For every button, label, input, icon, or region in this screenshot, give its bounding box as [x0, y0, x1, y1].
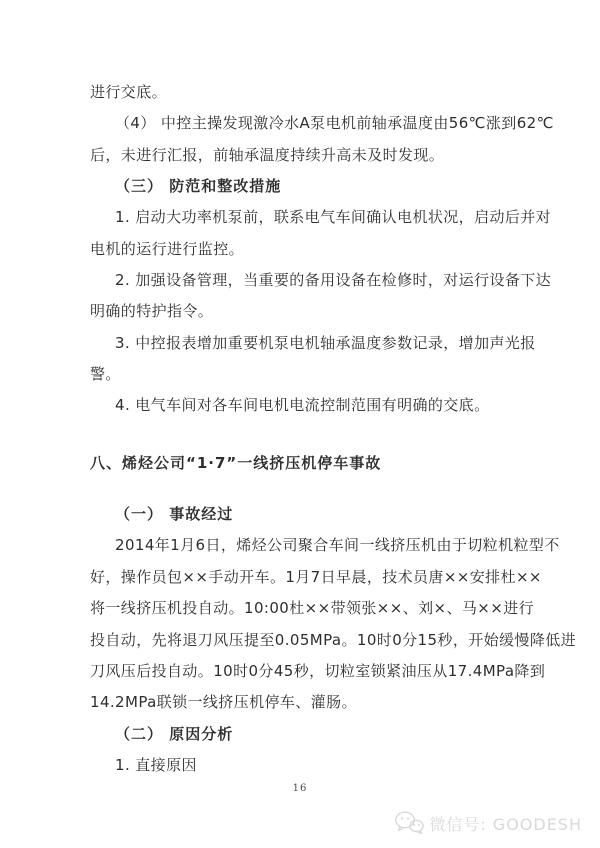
text-line: 投自动，先将退刀风压提至0.05MPa。10时0分15秒，开始缓慢降低进 [90, 630, 577, 649]
text-line: 将一线挤压机投自动。10:00杜××带领张××、刘×、马××进行 [90, 599, 535, 618]
text-line: 电机的运行进行监控。 [90, 239, 245, 258]
page-number: 16 [292, 783, 308, 794]
subsection-heading: （二） 原因分析 [115, 724, 234, 743]
text-line: 刀风压后投自动。10时0分45秒，切粒室锁紧油压从17.4MPa降到 [90, 661, 546, 680]
subsection-heading: （三） 防范和整改措施 [115, 177, 282, 196]
text-line: 1. 启动大功率机泵前，联系电气车间确认电机状况，启动后并对 [115, 208, 552, 227]
text-line: 3. 中控报表增加重要机泵电机轴承温度参数记录，增加声光报 [115, 333, 536, 352]
text-line: 明确的特护指令。 [90, 302, 214, 321]
text-line: 好，操作员包××手动开车。1月7日早晨，技术员唐××安排杜×× [90, 567, 542, 586]
text-line: 4. 电气车间对各车间电机电流控制范围有明确的交底。 [115, 396, 490, 415]
text-line: 2. 加强设备管理，当重要的备用设备在检修时，对运行设备下达 [115, 271, 552, 290]
text-line: 2014年1月6日，烯烃公司聚合车间一线挤压机由于切粒机粒型不 [115, 536, 560, 555]
text-line: 14.2MPa联锁一线挤压机停车、灌肠。 [90, 693, 357, 712]
text-line: 警。 [90, 365, 121, 384]
watermark-text: 微信号: GOODESH [429, 814, 582, 834]
section-heading: 八、烯烃公司“1·7”一线挤压机停车事故 [90, 453, 382, 472]
document-content [90, 83, 577, 787]
subsection-heading: （一） 事故经过 [115, 505, 234, 524]
watermark [394, 810, 582, 836]
text-line: 后，未进行汇报，前轴承温度持续升高未及时发现。 [90, 145, 445, 164]
text-line: （4） 中控主操发现激冷水A泵电机前轴承温度由56℃涨到62℃ [115, 114, 554, 133]
text-line: 进行交底。 [90, 83, 168, 101]
text-line: 1. 直接原因 [115, 755, 197, 774]
wechat-icon [394, 810, 424, 836]
